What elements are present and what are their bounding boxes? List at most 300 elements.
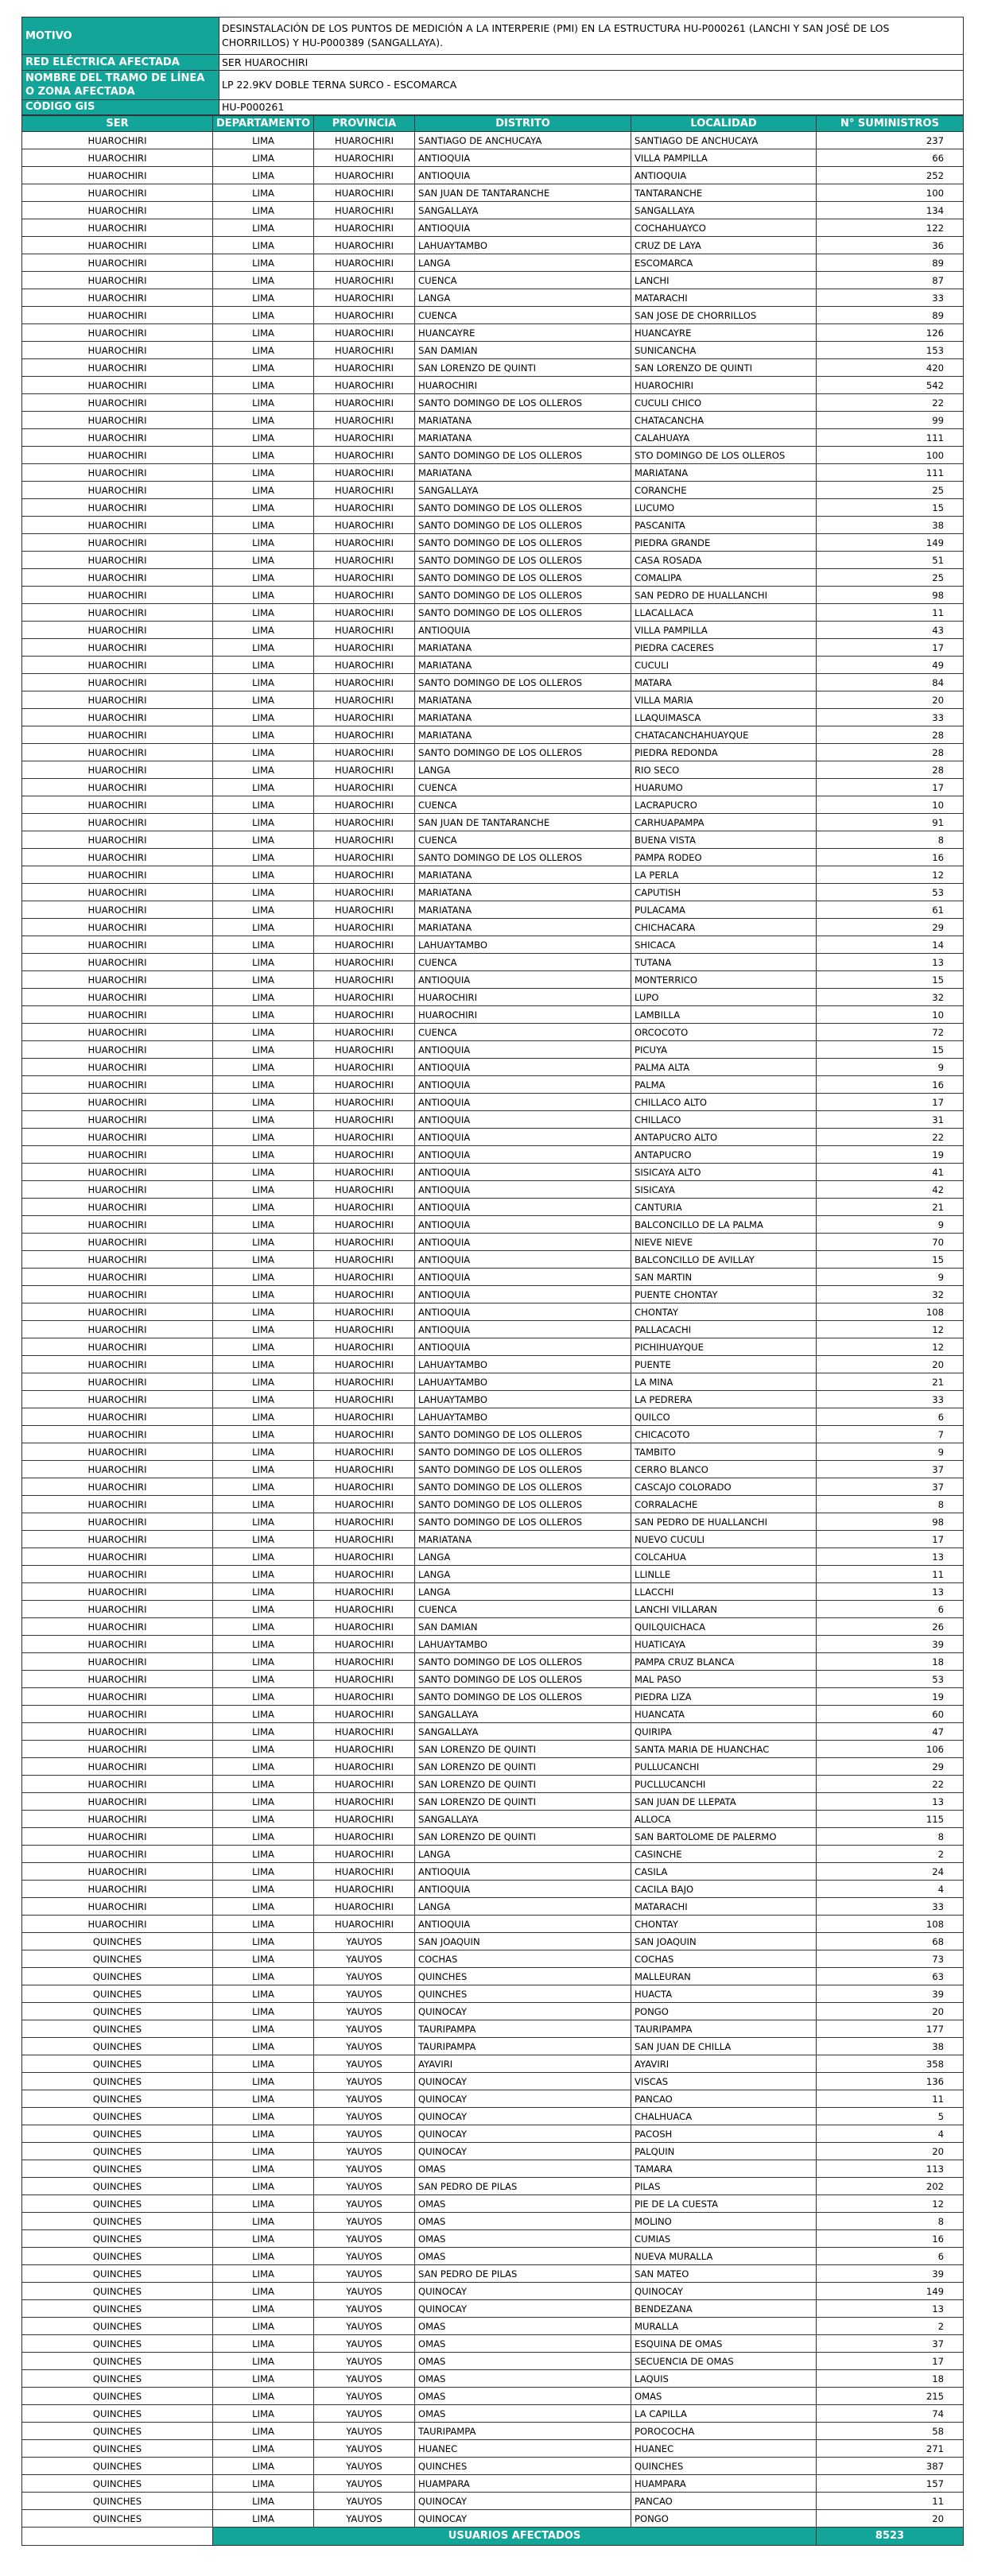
ser-cell: HUAROCHIRI	[22, 167, 213, 184]
distrito-cell: MARIATANA	[415, 657, 631, 674]
distrito-cell: SANTO DOMINGO DE LOS OLLEROS	[415, 1478, 631, 1496]
ser-cell: HUAROCHIRI	[22, 1076, 213, 1094]
distrito-cell: ANTIOQUIA	[415, 1881, 631, 1898]
departamento-cell: LIMA	[213, 272, 314, 289]
table-row	[22, 482, 964, 499]
suministros-cell: 7	[817, 1426, 964, 1443]
ser-cell: HUAROCHIRI	[22, 1111, 213, 1129]
gis-label: CÓDIGO GIS	[22, 99, 219, 115]
departamento-cell: LIMA	[213, 237, 314, 254]
distrito-cell: SANTO DOMINGO DE LOS OLLEROS	[415, 534, 631, 552]
ser-cell: HUAROCHIRI	[22, 674, 213, 691]
provincia-cell: HUAROCHIRI	[314, 1269, 415, 1286]
departamento-cell: LIMA	[213, 1111, 314, 1129]
localidad-cell: SANGALLAYA	[631, 202, 817, 219]
provincia-cell: HUAROCHIRI	[314, 587, 415, 604]
departamento-cell: LIMA	[213, 2388, 314, 2405]
departamento-cell: LIMA	[213, 1321, 314, 1338]
table-row	[22, 1636, 964, 1653]
ser-cell: HUAROCHIRI	[22, 1234, 213, 1251]
departamento-cell: LIMA	[213, 2160, 314, 2178]
provincia-cell: HUAROCHIRI	[314, 1129, 415, 1146]
provincia-cell: HUAROCHIRI	[314, 1601, 415, 1618]
localidad-cell: LLACALLACA	[631, 604, 817, 622]
provincia-cell: HUAROCHIRI	[314, 1863, 415, 1881]
table-row	[22, 1076, 964, 1094]
table-row	[22, 1269, 964, 1286]
localidad-cell: CALAHUAYA	[631, 429, 817, 447]
localidad-cell: LAMBILLA	[631, 1006, 817, 1024]
provincia-cell: HUAROCHIRI	[314, 1688, 415, 1706]
table-row	[22, 1338, 964, 1356]
total-blank-cell	[22, 2528, 213, 2546]
ser-cell: HUAROCHIRI	[22, 517, 213, 534]
localidad-cell: CASINCHE	[631, 1846, 817, 1863]
suministros-cell: 252	[817, 167, 964, 184]
suministros-cell: 28	[817, 726, 964, 744]
localidad-cell: PIEDRA REDONDA	[631, 744, 817, 761]
suministros-cell: 20	[817, 691, 964, 709]
departamento-cell: LIMA	[213, 1478, 314, 1496]
distrito-cell: HUAROCHIRI	[415, 1006, 631, 1024]
distrito-cell: ANTIOQUIA	[415, 219, 631, 237]
distrito-cell: ANTIOQUIA	[415, 1269, 631, 1286]
localidad-cell: CANTURIA	[631, 1199, 817, 1216]
suministros-cell: 98	[817, 587, 964, 604]
provincia-cell: HUAROCHIRI	[314, 639, 415, 657]
ser-cell: HUAROCHIRI	[22, 237, 213, 254]
localidad-cell: HUARUMO	[631, 779, 817, 796]
departamento-cell: LIMA	[213, 866, 314, 884]
ser-cell: HUAROCHIRI	[22, 919, 213, 936]
table-row	[22, 1811, 964, 1828]
provincia-cell: HUAROCHIRI	[314, 1723, 415, 1741]
ser-cell: QUINCHES	[22, 2405, 213, 2423]
table-row	[22, 1251, 964, 1269]
distrito-cell: ANTIOQUIA	[415, 149, 631, 167]
table-row	[22, 831, 964, 849]
ser-cell: QUINCHES	[22, 2038, 213, 2055]
ser-cell: HUAROCHIRI	[22, 1601, 213, 1618]
localidad-cell: LA CAPILLA	[631, 2405, 817, 2423]
suministros-cell: 13	[817, 2300, 964, 2318]
localidad-cell: LA PEDRERA	[631, 1391, 817, 1408]
ser-cell: HUAROCHIRI	[22, 1408, 213, 1426]
localidad-cell: HUAROCHIRI	[631, 377, 817, 394]
provincia-cell: HUAROCHIRI	[314, 1548, 415, 1566]
tramo-value: LP 22.9KV DOBLE TERNA SURCO - ESCOMARCA	[219, 70, 964, 99]
localidad-cell: VISCAS	[631, 2073, 817, 2090]
suministros-cell: 149	[817, 2283, 964, 2300]
provincia-cell: HUAROCHIRI	[314, 1461, 415, 1478]
suministros-cell: 28	[817, 761, 964, 779]
distrito-cell: LAHUAYTAMBO	[415, 237, 631, 254]
table-row	[22, 884, 964, 901]
table-row	[22, 919, 964, 936]
ser-cell: QUINCHES	[22, 2020, 213, 2038]
suministros-cell: 22	[817, 394, 964, 412]
localidad-cell: CORRALACHE	[631, 1496, 817, 1513]
distrito-cell: ANTIOQUIA	[415, 1321, 631, 1338]
departamento-cell: LIMA	[213, 657, 314, 674]
suministros-cell: 33	[817, 1898, 964, 1916]
ser-cell: HUAROCHIRI	[22, 1636, 213, 1653]
ser-cell: QUINCHES	[22, 2160, 213, 2178]
suministros-cell: 32	[817, 989, 964, 1006]
distrito-cell: CUENCA	[415, 1601, 631, 1618]
ser-cell: HUAROCHIRI	[22, 272, 213, 289]
suministros-cell: 8	[817, 2213, 964, 2230]
departamento-cell: LIMA	[213, 2003, 314, 2020]
provincia-cell: HUAROCHIRI	[314, 1531, 415, 1548]
ser-cell: HUAROCHIRI	[22, 604, 213, 622]
localidad-cell: MATARACHI	[631, 1898, 817, 1916]
ser-cell: QUINCHES	[22, 2108, 213, 2125]
departamento-cell: LIMA	[213, 1513, 314, 1531]
departamento-cell: LIMA	[213, 779, 314, 796]
departamento-cell: LIMA	[213, 342, 314, 359]
ser-cell: HUAROCHIRI	[22, 884, 213, 901]
table-row	[22, 674, 964, 691]
suministros-cell: 100	[817, 447, 964, 464]
localidad-cell: SAN MATEO	[631, 2265, 817, 2283]
departamento-cell: LIMA	[213, 1531, 314, 1548]
departamento-cell: LIMA	[213, 2493, 314, 2510]
suministros-cell: 9	[817, 1059, 964, 1076]
suministros-cell: 136	[817, 2073, 964, 2090]
distrito-cell: SANTO DOMINGO DE LOS OLLEROS	[415, 849, 631, 866]
ser-cell: QUINCHES	[22, 2195, 213, 2213]
table-row	[22, 2423, 964, 2440]
provincia-cell: YAUYOS	[314, 2318, 415, 2335]
distrito-cell: HUANCAYRE	[415, 324, 631, 342]
table-row	[22, 2125, 964, 2143]
ser-cell: HUAROCHIRI	[22, 657, 213, 674]
suministros-cell: 14	[817, 936, 964, 954]
suministros-cell: 39	[817, 1636, 964, 1653]
departamento-cell: LIMA	[213, 2038, 314, 2055]
localidad-cell: PAMPA RODEO	[631, 849, 817, 866]
provincia-cell: YAUYOS	[314, 2073, 415, 2090]
suministros-cell: 237	[817, 132, 964, 149]
table-row	[22, 1531, 964, 1548]
provincia-cell: HUAROCHIRI	[314, 464, 415, 482]
localidad-cell: LLAQUIMASCA	[631, 709, 817, 726]
distrito-cell: CUENCA	[415, 796, 631, 814]
ser-cell: QUINCHES	[22, 2475, 213, 2493]
table-row	[22, 307, 964, 324]
table-row	[22, 587, 964, 604]
provincia-cell: YAUYOS	[314, 2388, 415, 2405]
suministros-cell: 10	[817, 796, 964, 814]
suministros-cell: 42	[817, 1181, 964, 1199]
ser-cell: QUINCHES	[22, 2510, 213, 2528]
distrito-cell: ANTIOQUIA	[415, 971, 631, 989]
localidad-cell: CUCULI CHICO	[631, 394, 817, 412]
ser-cell: QUINCHES	[22, 2055, 213, 2073]
table-row	[22, 2475, 964, 2493]
departamento-cell: LIMA	[213, 674, 314, 691]
suministros-cell: 420	[817, 359, 964, 377]
ser-cell: HUAROCHIRI	[22, 1653, 213, 1671]
provincia-cell: HUAROCHIRI	[314, 1391, 415, 1408]
distrito-cell: SAN LORENZO DE QUINTI	[415, 1776, 631, 1793]
provincia-cell: HUAROCHIRI	[314, 1234, 415, 1251]
suministros-cell: 99	[817, 412, 964, 429]
departamento-cell: LIMA	[213, 709, 314, 726]
departamento-cell: LIMA	[213, 1461, 314, 1478]
provincia-cell: HUAROCHIRI	[314, 412, 415, 429]
suministros-cell: 20	[817, 2143, 964, 2160]
distrito-cell: LAHUAYTAMBO	[415, 1408, 631, 1426]
departamento-cell: LIMA	[213, 1723, 314, 1741]
ser-cell: HUAROCHIRI	[22, 936, 213, 954]
ser-cell: HUAROCHIRI	[22, 552, 213, 569]
localidad-cell: BALCONCILLO DE AVILLAY	[631, 1251, 817, 1269]
localidad-cell: NUEVA MURALLA	[631, 2248, 817, 2265]
provincia-cell: YAUYOS	[314, 2055, 415, 2073]
provincia-cell: HUAROCHIRI	[314, 1338, 415, 1356]
localidad-cell: PALQUIN	[631, 2143, 817, 2160]
ser-cell: QUINCHES	[22, 2318, 213, 2335]
suministros-cell: 19	[817, 1688, 964, 1706]
distrito-cell: OMAS	[415, 2160, 631, 2178]
departamento-cell: LIMA	[213, 1146, 314, 1164]
localidad-cell: PUCLLUCANCHI	[631, 1776, 817, 1793]
distrito-cell: ANTIOQUIA	[415, 622, 631, 639]
table-row	[22, 761, 964, 779]
ser-cell: HUAROCHIRI	[22, 866, 213, 884]
table-row	[22, 1968, 964, 1985]
distrito-cell: CUENCA	[415, 831, 631, 849]
table-row	[22, 499, 964, 517]
distrito-cell: SANGALLAYA	[415, 1811, 631, 1828]
suministros-cell: 39	[817, 1985, 964, 2003]
suministros-cell: 2	[817, 2318, 964, 2335]
table-row	[22, 517, 964, 534]
departamento-cell: LIMA	[213, 499, 314, 517]
distrito-cell: OMAS	[415, 2353, 631, 2370]
departamento-cell: LIMA	[213, 691, 314, 709]
ser-cell: HUAROCHIRI	[22, 1041, 213, 1059]
distrito-cell: COCHAS	[415, 1950, 631, 1968]
distrito-cell: LAHUAYTAMBO	[415, 1391, 631, 1408]
table-row	[22, 2143, 964, 2160]
suministros-cell: 26	[817, 1618, 964, 1636]
provincia-cell: HUAROCHIRI	[314, 202, 415, 219]
departamento-cell: LIMA	[213, 2213, 314, 2230]
departamento-cell: LIMA	[213, 796, 314, 814]
ser-cell: QUINCHES	[22, 1933, 213, 1950]
table-row	[22, 1548, 964, 1566]
suministros-cell: 22	[817, 1129, 964, 1146]
distrito-cell: QUINCHES	[415, 2458, 631, 2475]
distrito-cell: CUENCA	[415, 307, 631, 324]
distrito-cell: ANTIOQUIA	[415, 1199, 631, 1216]
table-row	[22, 2300, 964, 2318]
departamento-cell: LIMA	[213, 2108, 314, 2125]
departamento-cell: LIMA	[213, 1968, 314, 1985]
suministros-cell: 111	[817, 429, 964, 447]
distrito-cell: SANTO DOMINGO DE LOS OLLEROS	[415, 1426, 631, 1443]
table-row	[22, 2003, 964, 2020]
departamento-cell: LIMA	[213, 1269, 314, 1286]
departamento-cell: LIMA	[213, 2125, 314, 2143]
suministros-cell: 12	[817, 2195, 964, 2213]
ser-cell: HUAROCHIRI	[22, 1461, 213, 1478]
table-row	[22, 1199, 964, 1216]
provincia-cell: YAUYOS	[314, 1933, 415, 1950]
distrito-cell: SANTO DOMINGO DE LOS OLLEROS	[415, 744, 631, 761]
suministros-cell: 113	[817, 2160, 964, 2178]
departamento-cell: LIMA	[213, 1566, 314, 1583]
suministros-cell: 115	[817, 1811, 964, 1828]
localidad-cell: SECUENCIA DE OMAS	[631, 2353, 817, 2370]
distrito-cell: SAN LORENZO DE QUINTI	[415, 1828, 631, 1846]
ser-cell: HUAROCHIRI	[22, 761, 213, 779]
table-row	[22, 1391, 964, 1408]
distrito-cell: QUINOCAY	[415, 2493, 631, 2510]
ser-cell: HUAROCHIRI	[22, 149, 213, 167]
distrito-cell: LANGA	[415, 1846, 631, 1863]
supply-table	[21, 115, 964, 2546]
ser-cell: HUAROCHIRI	[22, 464, 213, 482]
col-header-localidad: LOCALIDAD	[631, 116, 817, 132]
distrito-cell: ANTIOQUIA	[415, 1041, 631, 1059]
departamento-cell: LIMA	[213, 1811, 314, 1828]
provincia-cell: HUAROCHIRI	[314, 726, 415, 744]
distrito-cell: TAURIPAMPA	[415, 2020, 631, 2038]
departamento-cell: LIMA	[213, 517, 314, 534]
distrito-cell: OMAS	[415, 2213, 631, 2230]
localidad-cell: CHICHACARA	[631, 919, 817, 936]
departamento-cell: LIMA	[213, 447, 314, 464]
departamento-cell: LIMA	[213, 1548, 314, 1566]
total-row	[22, 2528, 964, 2546]
provincia-cell: YAUYOS	[314, 2143, 415, 2160]
ser-cell: HUAROCHIRI	[22, 1723, 213, 1741]
table-row	[22, 132, 964, 149]
ser-cell: HUAROCHIRI	[22, 726, 213, 744]
distrito-cell: SANGALLAYA	[415, 1706, 631, 1723]
provincia-cell: HUAROCHIRI	[314, 901, 415, 919]
table-row	[22, 849, 964, 866]
departamento-cell: LIMA	[213, 1828, 314, 1846]
table-row	[22, 1653, 964, 1671]
departamento-cell: LIMA	[213, 552, 314, 569]
table-row	[22, 1146, 964, 1164]
localidad-cell: CHICACOTO	[631, 1426, 817, 1443]
distrito-cell: QUINOCAY	[415, 2073, 631, 2090]
localidad-cell: PAMPA CRUZ BLANCA	[631, 1653, 817, 1671]
suministros-cell: 15	[817, 1251, 964, 1269]
departamento-cell: LIMA	[213, 2370, 314, 2388]
distrito-cell: SANTO DOMINGO DE LOS OLLEROS	[415, 394, 631, 412]
provincia-cell: HUAROCHIRI	[314, 971, 415, 989]
table-row	[22, 2055, 964, 2073]
provincia-cell: HUAROCHIRI	[314, 936, 415, 954]
table-row	[22, 2493, 964, 2510]
provincia-cell: HUAROCHIRI	[314, 272, 415, 289]
provincia-cell: HUAROCHIRI	[314, 1618, 415, 1636]
ser-cell: HUAROCHIRI	[22, 412, 213, 429]
provincia-cell: YAUYOS	[314, 2423, 415, 2440]
table-row	[22, 2178, 964, 2195]
departamento-cell: LIMA	[213, 1653, 314, 1671]
ser-cell: HUAROCHIRI	[22, 1583, 213, 1601]
provincia-cell: HUAROCHIRI	[314, 814, 415, 831]
table-row	[22, 1321, 964, 1338]
localidad-cell: PICHIHUAYQUE	[631, 1338, 817, 1356]
ser-cell: HUAROCHIRI	[22, 1566, 213, 1583]
ser-cell: HUAROCHIRI	[22, 1321, 213, 1338]
provincia-cell: HUAROCHIRI	[314, 744, 415, 761]
suministros-cell: 11	[817, 2090, 964, 2108]
localidad-cell: CHALHUACA	[631, 2108, 817, 2125]
departamento-cell: LIMA	[213, 482, 314, 499]
suministros-cell: 4	[817, 1881, 964, 1898]
localidad-cell: LANCHI VILLARAN	[631, 1601, 817, 1618]
table-row	[22, 2388, 964, 2405]
table-row	[22, 342, 964, 359]
table-row	[22, 359, 964, 377]
departamento-cell: LIMA	[213, 1443, 314, 1461]
distrito-cell: SANTO DOMINGO DE LOS OLLEROS	[415, 1496, 631, 1513]
ser-cell: QUINCHES	[22, 2493, 213, 2510]
localidad-cell: CUMIAS	[631, 2230, 817, 2248]
localidad-cell: SAN PEDRO DE HUALLANCHI	[631, 1513, 817, 1531]
motivo-row	[22, 17, 964, 55]
provincia-cell: HUAROCHIRI	[314, 1408, 415, 1426]
provincia-cell: HUAROCHIRI	[314, 1478, 415, 1496]
suministros-cell: 84	[817, 674, 964, 691]
ser-cell: HUAROCHIRI	[22, 954, 213, 971]
distrito-cell: MARIATANA	[415, 464, 631, 482]
suministros-cell: 20	[817, 2003, 964, 2020]
provincia-cell: HUAROCHIRI	[314, 761, 415, 779]
table-row	[22, 1443, 964, 1461]
localidad-cell: POROCOCHA	[631, 2423, 817, 2440]
localidad-cell: LACRAPUCRO	[631, 796, 817, 814]
suministros-cell: 12	[817, 1338, 964, 1356]
table-row	[22, 796, 964, 814]
table-row	[22, 2090, 964, 2108]
ser-cell: HUAROCHIRI	[22, 1881, 213, 1898]
departamento-cell: LIMA	[213, 2510, 314, 2528]
distrito-cell: MARIATANA	[415, 901, 631, 919]
ser-cell: HUAROCHIRI	[22, 219, 213, 237]
suministros-cell: 70	[817, 1234, 964, 1251]
distrito-cell: OMAS	[415, 2230, 631, 2248]
distrito-cell: LANGA	[415, 1583, 631, 1601]
provincia-cell: HUAROCHIRI	[314, 1811, 415, 1828]
ser-cell: HUAROCHIRI	[22, 1338, 213, 1356]
provincia-cell: YAUYOS	[314, 2458, 415, 2475]
table-row	[22, 1706, 964, 1723]
suministros-cell: 157	[817, 2475, 964, 2493]
distrito-cell: TAURIPAMPA	[415, 2038, 631, 2055]
distrito-cell: OMAS	[415, 2405, 631, 2423]
table-row	[22, 1863, 964, 1881]
provincia-cell: HUAROCHIRI	[314, 132, 415, 149]
provincia-cell: HUAROCHIRI	[314, 324, 415, 342]
departamento-cell: LIMA	[213, 1129, 314, 1146]
localidad-cell: SISICAYA	[631, 1181, 817, 1199]
suministros-cell: 29	[817, 919, 964, 936]
departamento-cell: LIMA	[213, 1898, 314, 1916]
distrito-cell: SANTO DOMINGO DE LOS OLLEROS	[415, 674, 631, 691]
ser-cell: QUINCHES	[22, 2125, 213, 2143]
